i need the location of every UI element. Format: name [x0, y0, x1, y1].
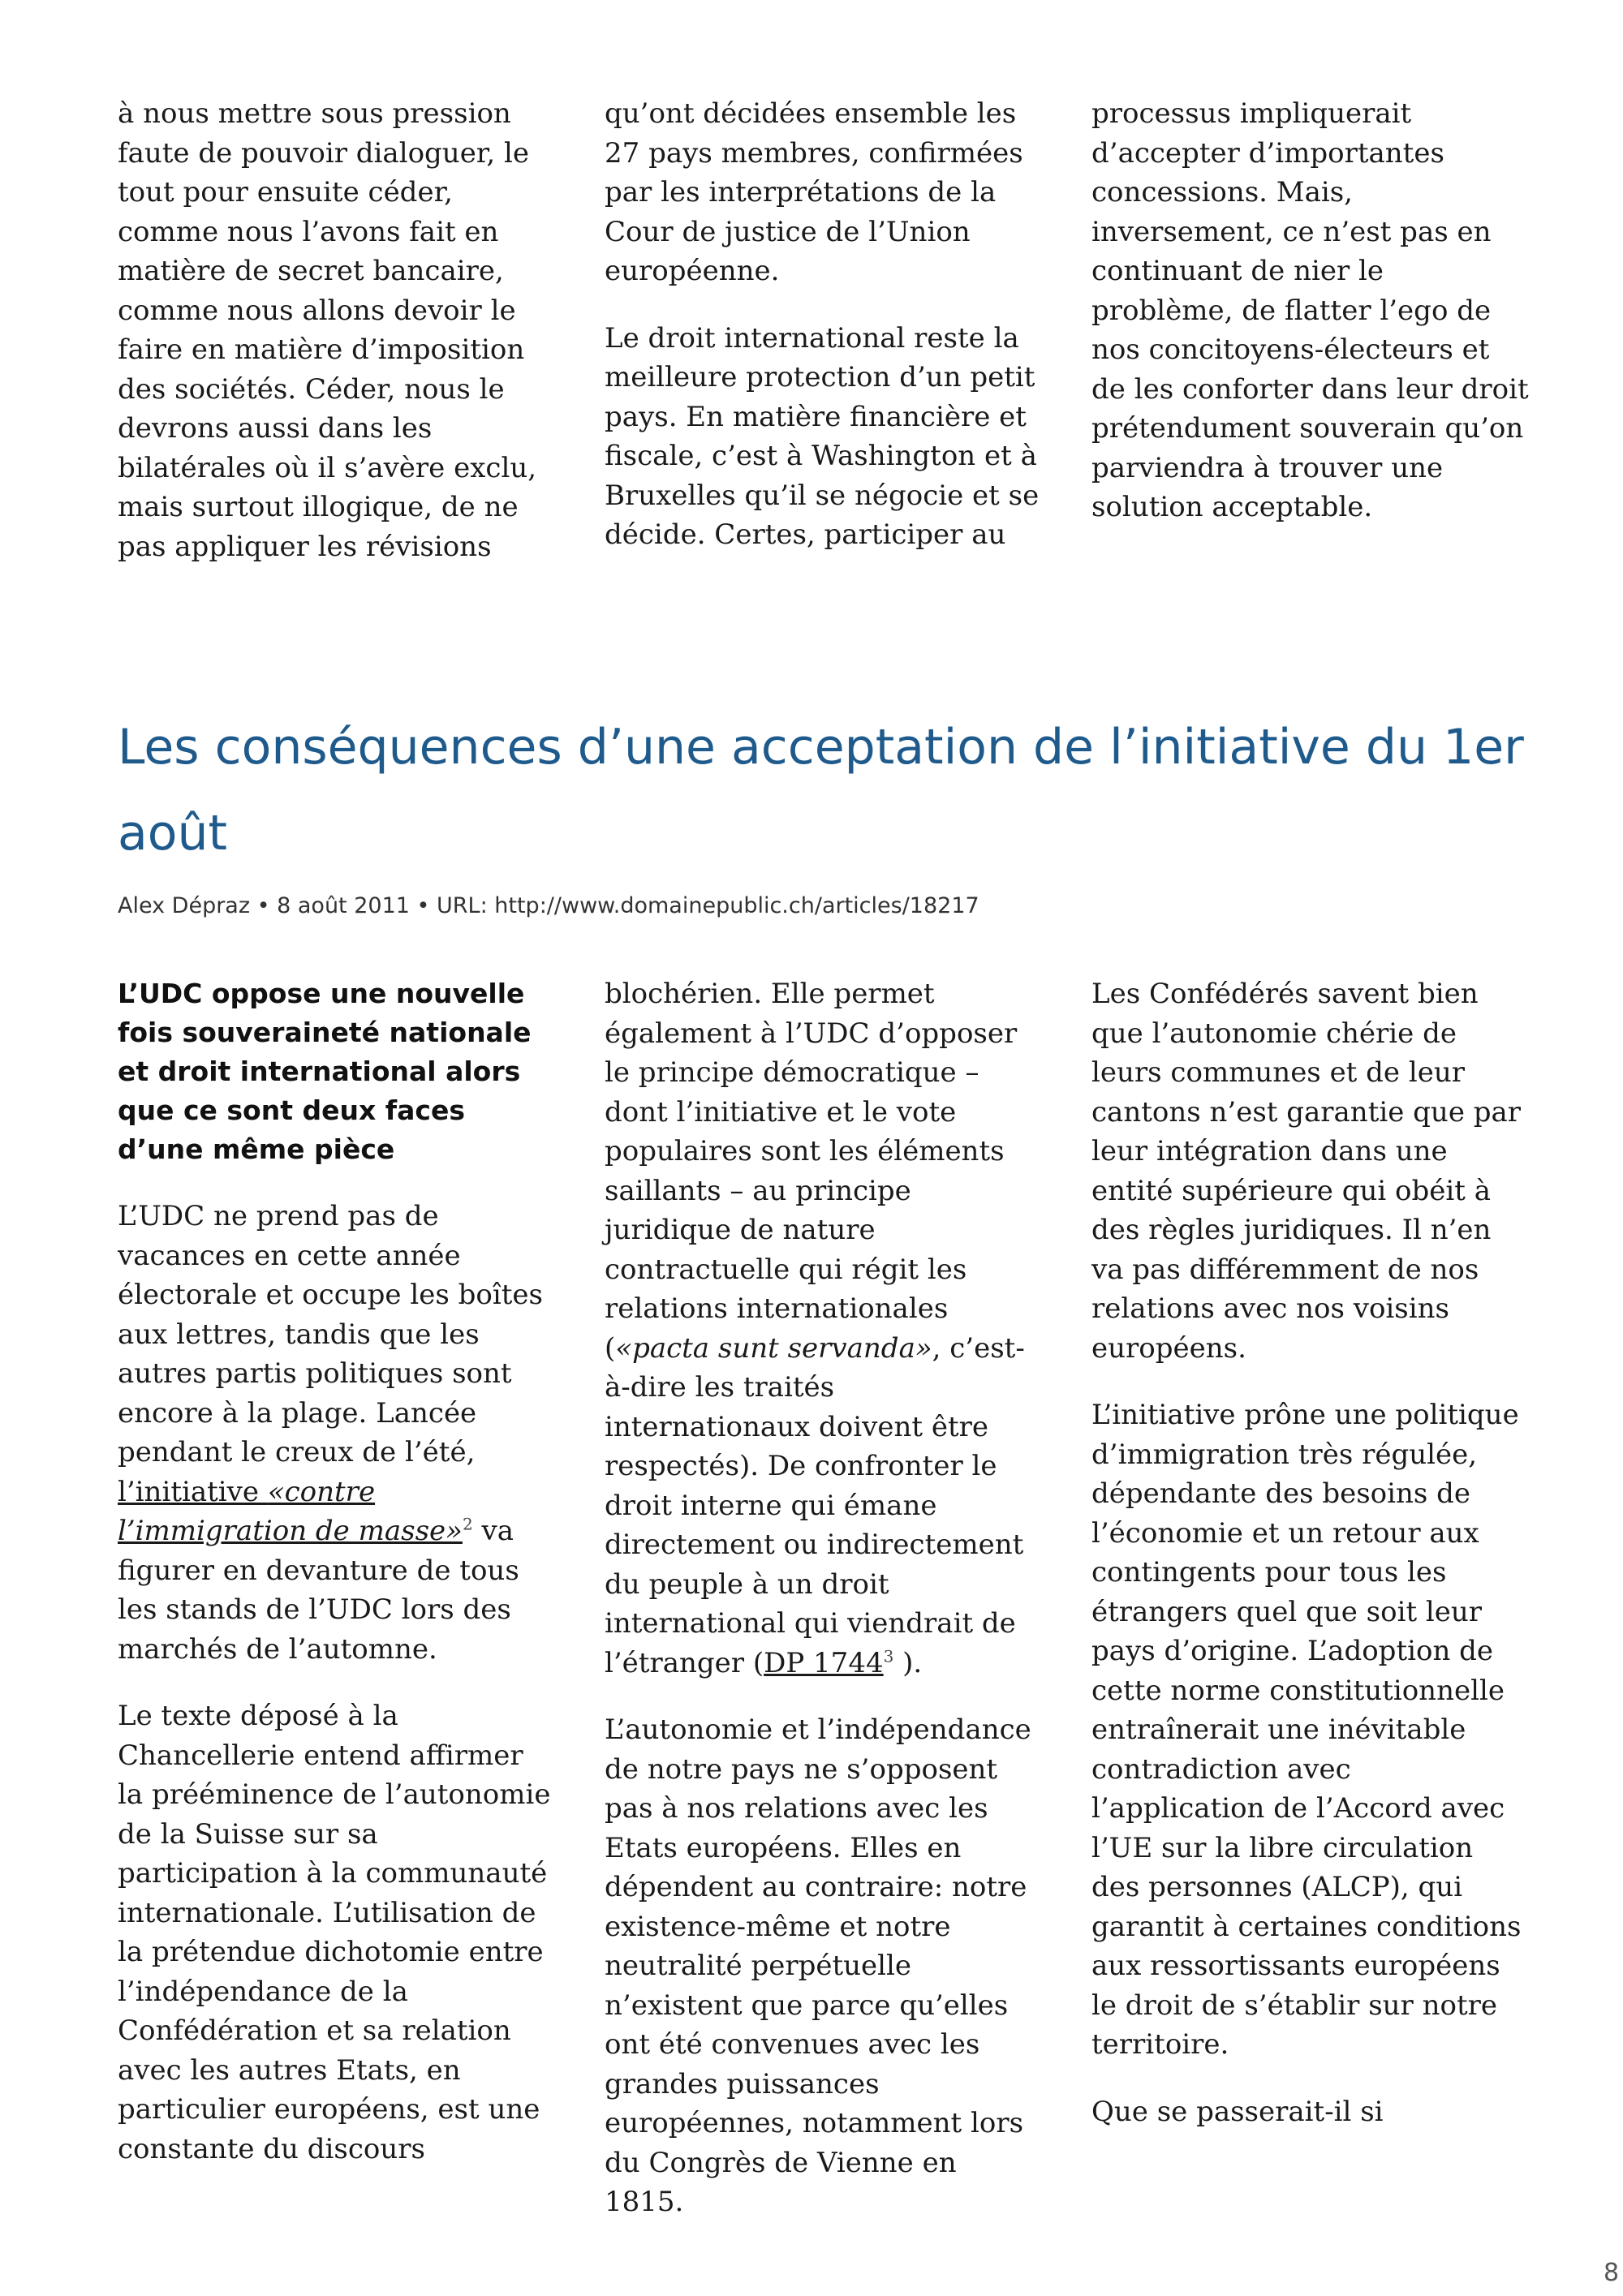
initiative-link[interactable]	[118, 1476, 463, 1548]
article-c1-paragraph-1	[118, 1197, 556, 1669]
latin-phrase: «pacta sunt servanda»	[615, 1331, 932, 1365]
top-column-3	[1091, 94, 1530, 527]
top-col1-paragraph: à nous mettre sous pression faute de pouvoir dialoguer, le tout pour ensuite céder, comme nous l’avons fait en matière de secret bancaire, comme nous allons devoir le faire en matière d’imposition des sociétés. Céder, nous le devrons aussi dans les bilatérales où il s’avère exclu, mais surtout illogique, de ne pas appliquer les révisions	[118, 97, 537, 563]
article-c1-paragraph-2: Le texte déposé à la Chancellerie entend affirmer la prééminence de l’autonomie de la Suisse sur sa participation à la communauté internationale. L’utilisation de la prétendue dichotomie entre l’indépendance de la Confédération et sa relation avec les autres Etats, en particulier européens, est une constante du discours	[118, 1700, 551, 2165]
article-title: Les conséquences d’une acceptation de l’initiative du 1er août	[118, 719, 1524, 862]
article-column-2	[605, 974, 1043, 2222]
footnote-ref-3: 3	[883, 1646, 894, 1666]
text-run: , c’est-à-dire les traités internationaux doivent être respectés). De confronter le droit interne qui émane directement ou indirectement du peuple à un droit international qui viendrait de l’étranger (	[605, 1331, 1025, 1679]
article-c3-paragraph-3: Que se passerait-il si	[1091, 2095, 1384, 2128]
article-column-1	[118, 974, 556, 2169]
text-run: L’UDC ne prend pas de vacances en cette année électorale et occupe les boîtes aux lettres, tandis que les autres partis politiques sont encore à la plage. Lancée pendant le creux de l’été,	[118, 1200, 543, 1468]
article-byline: Alex Dépraz • 8 août 2011 • URL: http://www.domainepublic.ch/articles/18217	[118, 893, 979, 918]
top-column-1	[118, 94, 556, 566]
article-c3-paragraph-2: L’initiative prône une politique d’immigration très régulée, dépendante des besoins de l’économie et un retour aux contingents pour tous les étrangers quel que soit leur pays d’origine. L’adoption de cette norme constitutionnelle entraînerait une inévitable contradiction avec l’application de l’Accord avec l’UE sur la libre circulation des personnes (ALCP), qui garantit à certaines conditions aux ressortissants européens le droit de s’établir sur notre territoire.	[1091, 1399, 1522, 2061]
article-c2-paragraph-2: L’autonomie et l’indépendance de notre pays ne s’opposent pas à nos relations avec les Etats européens. Elles en dépendent au contraire: notre existence-même et notre neutralité perpétuelle n’existent que parce qu’elles ont été convenues avec les grandes puissances européennes, notamment lors du Congrès de Vienne en 1815.	[605, 1713, 1031, 2218]
article-c2-paragraph-1	[605, 974, 1043, 1683]
top-column-2	[605, 94, 1043, 555]
text-run: ).	[893, 1646, 923, 1679]
initiative-link-text: l’initiative	[118, 1475, 268, 1508]
text-run: blochérien. Elle permet également à l’UDC d’opposer le principe démocratique – dont l’initiative et le vote populaires sont les éléments saillants – au principe juridique de nature contractuelle qui régit les relations internationales (	[605, 978, 1018, 1365]
dp-1744-link[interactable]: DP 1744	[764, 1646, 884, 1679]
article-column-3	[1091, 974, 1530, 2131]
footnote-ref-2: 2	[462, 1514, 473, 1534]
initiative-link-title: «contre l’immigration de masse»	[118, 1475, 463, 1547]
text-run: va figurer en devanture de tous les stands de l’UDC lors des marchés de l’automne.	[118, 1515, 519, 1666]
top-col3-paragraph: processus impliquerait d’accepter d’importantes concessions. Mais, inversement, ce n’est pas en continuant de nier le problème, de flatter l’ego de nos concitoyens-électeurs et de les conforter dans leur droit prétendument souverain qu’on parviendra à trouver une solution acceptable.	[1091, 97, 1529, 523]
article-lead: L’UDC oppose une nouvelle fois souveraineté nationale et droit international alors que ce sont deux faces d’une même pièce	[118, 978, 532, 1165]
page-number: 8	[1604, 2259, 1620, 2287]
top-col2-paragraph-2: Le droit international reste la meilleure protection d’un petit pays. En matière financière et fiscale, c’est à Washington et à Bruxelles qu’il se négocie et se décide. Certes, participer au	[605, 321, 1040, 551]
top-col2-paragraph-1: qu’ont décidées ensemble les 27 pays membres, confirmées par les interprétations de la Cour de justice de l’Union européenne.	[605, 97, 1023, 287]
article-c3-paragraph-1: Les Confédérés savent bien que l’autonomie chérie de leurs communes et de leur cantons n’est garantie que par leur intégration dans une entité supérieure qui obéit à des règles juridiques. Il n’en va pas différemment de nos relations avec nos voisins européens.	[1091, 978, 1522, 1365]
